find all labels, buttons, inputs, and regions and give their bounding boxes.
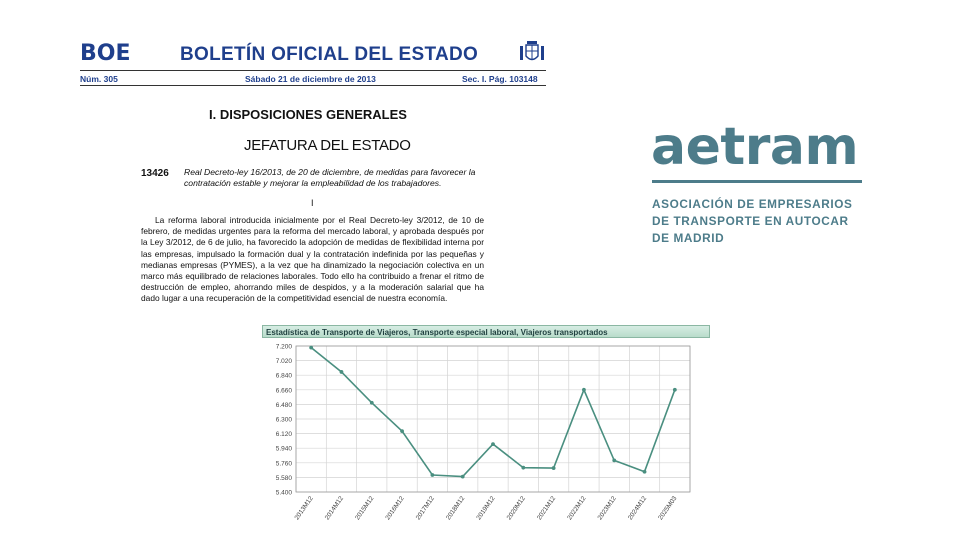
data-point <box>340 370 344 374</box>
data-point <box>370 401 374 405</box>
x-tick-label: 2023M12 <box>596 495 618 522</box>
y-tick-label: 7.200 <box>275 343 292 351</box>
x-tick-label: 2016M12 <box>384 495 406 522</box>
data-point <box>461 475 465 479</box>
data-point <box>430 473 434 477</box>
series-line <box>311 348 675 477</box>
x-tick-label: 2019M12 <box>475 495 497 522</box>
section-title: I. DISPOSICIONES GENERALES <box>209 107 407 122</box>
chart-title: Estadística de Transporte de Viajeros, Transporte especial laboral, Viajeros transportados <box>262 325 710 338</box>
boe-logo <box>80 41 132 63</box>
aetram-subtitle-line: DE TRANSPORTE EN AUTOCAR <box>652 214 849 228</box>
chapter-numeral: I <box>311 198 314 208</box>
data-point <box>309 346 313 350</box>
document-reference: Real Decreto-ley 16/2013, de 20 de diciembre, de medidas para favorecer la contratación estable y mejorar la empleabilidad de los trabajadores. <box>184 167 476 188</box>
y-tick-label: 5.400 <box>275 489 292 497</box>
boe-title: BOLETÍN OFICIAL DEL ESTADO <box>180 44 479 65</box>
data-point <box>582 388 586 392</box>
x-tick-label: 2022M12 <box>566 495 588 522</box>
aetram-divider <box>652 180 862 183</box>
aetram-subtitle-line: DE MADRID <box>652 231 725 245</box>
y-tick-label: 6.120 <box>275 431 292 439</box>
y-tick-label: 5.760 <box>275 460 292 468</box>
bulletin-section-page: Sec. I. Pág. 103148 <box>462 74 538 84</box>
x-tick-label: 2015M12 <box>354 495 376 522</box>
data-point <box>491 442 495 446</box>
data-point <box>400 429 404 433</box>
document-number: 13426 <box>141 168 169 179</box>
x-tick-label: 2018M12 <box>445 495 467 522</box>
y-tick-label: 5.940 <box>275 445 292 453</box>
data-point <box>612 458 616 462</box>
y-tick-label: 7.020 <box>275 358 292 366</box>
x-tick-label: 2025M03 <box>657 495 679 522</box>
aetram-subtitle-line: ASOCIACIÓN DE EMPRESARIOS <box>652 197 853 211</box>
coat-of-arms-icon <box>518 38 546 66</box>
x-tick-label: 2017M12 <box>414 495 437 522</box>
bulletin-number: Núm. 305 <box>80 74 118 84</box>
y-tick-label: 5.580 <box>275 474 292 482</box>
y-tick-label: 6.840 <box>275 372 292 380</box>
x-tick-label: 2021M12 <box>535 495 558 522</box>
header-rule-bottom <box>80 85 546 86</box>
body-paragraph: La reforma laboral introducida inicialmente por el Real Decreto-ley 3/2012, de 10 de febrero, de medidas urgentes para la reforma del mercado laboral, y aprobada después por la Ley 3/2012, de 6 de julio, ha favorecido la adopción de medidas de flexibilidad interna por las empresas, impulsado la formación dual y la contratación indefinida por las pequeñas y medianas empresas (PYMES), a la vez que ha dinamizado la negociación colectiva en un marco más equilibrado de relaciones laborales. Todo ello ha contribuido a frenar el ritmo de destrucción de empleo, ahorrando miles de despidos, y a la moderación salarial que ha dado lugar a una recuperación de la competitividad esencial de nuestra economía. <box>141 215 484 304</box>
organization-title: JEFATURA DEL ESTADO <box>244 137 411 154</box>
y-tick-label: 6.660 <box>275 387 292 395</box>
bulletin-date: Sábado 21 de diciembre de 2013 <box>245 74 376 84</box>
svg-text:BOE: BOE <box>80 41 131 63</box>
aetram-subtitle <box>652 196 853 247</box>
y-tick-label: 6.480 <box>275 401 292 409</box>
aetram-logo: aetram <box>651 117 859 177</box>
x-tick-label: 2024M12 <box>626 495 649 522</box>
data-point <box>643 470 647 474</box>
data-point <box>552 466 556 470</box>
x-tick-label: 2014M12 <box>323 495 346 522</box>
header-rule-top <box>80 70 546 71</box>
x-tick-label: 2013M12 <box>293 495 315 522</box>
line-chart <box>260 340 700 540</box>
y-tick-label: 6.300 <box>275 416 292 424</box>
data-point <box>673 388 677 392</box>
x-tick-label: 2020M12 <box>505 495 527 522</box>
data-point <box>521 466 525 470</box>
